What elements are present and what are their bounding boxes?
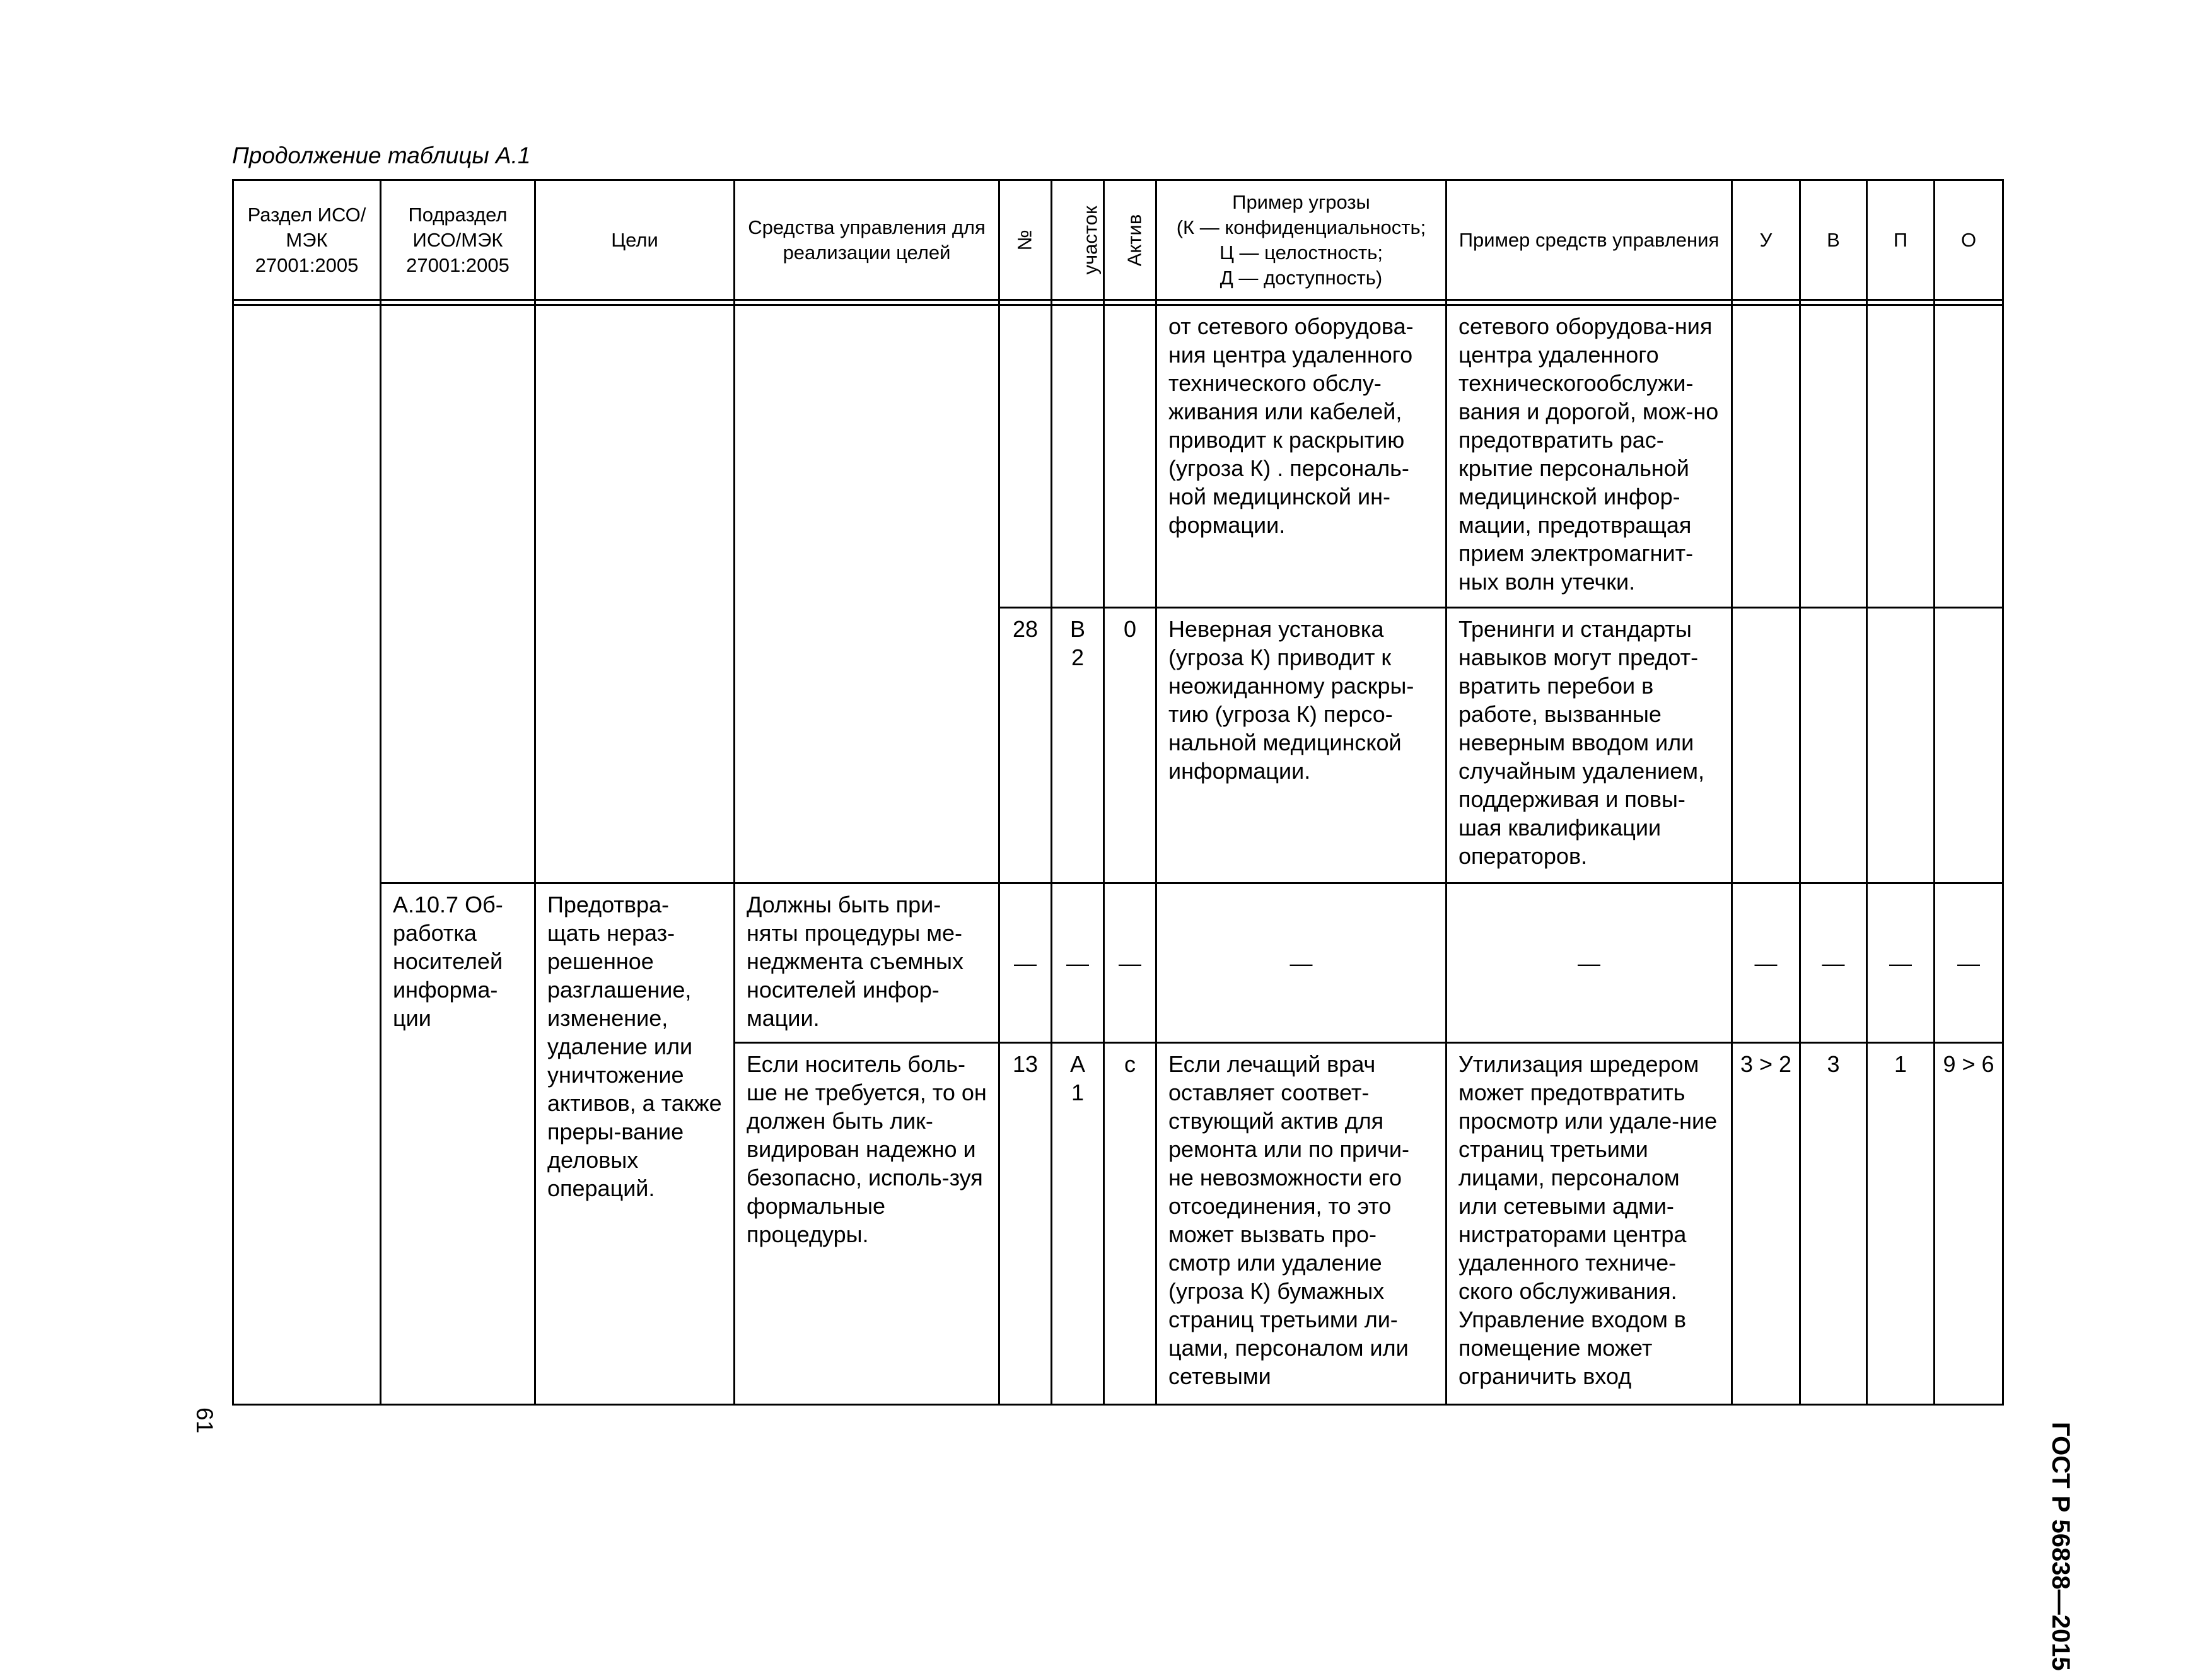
cell-v [1800,608,1867,883]
cell-o-dash: — [1935,883,2003,1043]
header-uchastok-text: участок [1079,205,1102,275]
cell-num-dash: — [999,883,1052,1043]
header-sredstva: Средства управления для реализации целей [735,180,999,300]
cell-num [999,305,1052,608]
cell-o: 9 > 6 [1935,1043,2003,1405]
cell-area [1052,305,1104,608]
table-row [233,883,2003,1043]
cell-control-dash: — [1447,883,1732,1043]
cell-control: Тренинги и стандарты навыков могут предот-вратить перебои в работе, вызванные неверным вводом или случайным удалением, поддерживая и повы-шая квалификации операторов. [1447,608,1732,883]
header-v: В [1800,180,1867,300]
header-separator [233,300,2003,305]
cell-threat: Если лечащий врач оставляет соответ-ствующий актив для ремонта или по причи-не невозможности его отсоединения, то это может вызвать про-смотр или удаление (угроза К) бумажных страниц третьими ли-цами, персоналом или сетевыми [1156,1043,1447,1405]
cell-p: 1 [1867,1043,1935,1405]
cell-area-dash: — [1052,883,1104,1043]
header-aktiv-text: Актив [1123,214,1146,266]
header-p: П [1867,180,1935,300]
document-standard-title: ГОСТ Р 56838—2015 [2047,1422,2075,1671]
page-number: 61 [192,1407,218,1434]
header-u: У [1732,180,1800,300]
cell-area: B2 [1052,608,1104,883]
cell-subsection: А.10.7 Об-работка носителей информа-ции [381,883,535,1405]
cell-p-dash: — [1867,883,1935,1043]
cell-asset: c [1104,1043,1156,1405]
cell-goal: Предотвра-щать нераз-решенное разглашение, изменение, удаление или уничтожение активов, а также преры-вание деловых операций. [535,883,735,1405]
header-aktiv [1104,180,1156,300]
cell-num: 13 [999,1043,1052,1405]
cell-num: 28 [999,608,1052,883]
header-celi: Цели [535,180,735,300]
cell-means: Должны быть при-няты процедуры ме-неджмента съемных носителей инфор-мации. [735,883,999,1043]
cell-u: 3 > 2 [1732,1043,1800,1405]
cell-p [1867,305,1935,608]
table-row [233,305,2003,608]
cell-asset-dash: — [1104,883,1156,1043]
cell-control: сетевого оборудова-ния центра удаленного техническогообслужи-вания и дорогой, мож-но предотвратить рас-крытие персональной медицинской инфор-мации, предотвращая прием электромагнит-ных волн утечки. [1447,305,1732,608]
cell-p [1867,608,1935,883]
cell-threat-dash: — [1156,883,1447,1043]
cell-means: Если носитель боль-ше не требуется, то он должен быть лик-видирован надежно и безопасно, исполь-зуя формальные процедуры. [735,1043,999,1405]
cell-v-dash: — [1800,883,1867,1043]
cell-o [1935,305,2003,608]
cell-goal [535,305,735,883]
cell-asset: 0 [1104,608,1156,883]
cell-area: A1 [1052,1043,1104,1405]
cell-v: 3 [1800,1043,1867,1405]
cell-podrazdel [381,305,535,883]
risk-table [232,179,2004,1406]
header-ugroza-line4: Д — доступность) [1220,266,1383,289]
cell-v [1800,305,1867,608]
cell-asset [1104,305,1156,608]
header-uchastok [1052,180,1104,300]
table-caption: Продолжение таблицы А.1 [232,143,531,168]
cell-razdel [233,305,381,1405]
cell-control: Утилизация шредером может предотвратить просмотр или удале-ние страниц третьими лицами, персоналом или сетевыми адми-нистраторами центра удаленного техниче-ского обслуживания. Управление входом в помещение может ограничить вход [1447,1043,1732,1405]
header-ugroza-line2: (К — конфиденциальность; [1176,216,1426,238]
header-ugroza [1156,180,1447,300]
header-num-text: № [1013,229,1036,251]
header-podrazdel: Подраздел ИСО/МЭК 27001:2005 [381,180,535,300]
header-primer-sredstv: Пример средств управления [1447,180,1732,300]
cell-threat: от сетевого оборудова-ния центра удаленного технического обслу-живания или кабелей, приводит к раскрытию (угроза К) . персональ-ной медицинской ин-формации. [1156,305,1447,608]
header-num [999,180,1052,300]
cell-o [1935,608,2003,883]
header-o: О [1935,180,2003,300]
cell-u [1732,305,1800,608]
header-row [233,180,2003,300]
header-ugroza-line3: Ц — целостность; [1220,241,1383,264]
cell-u-dash: — [1732,883,1800,1043]
cell-u [1732,608,1800,883]
cell-threat: Неверная установка (угроза К) приводит к неожиданному раскры-тию (угроза К) персо-нальной медицинской информации. [1156,608,1447,883]
header-ugroza-line1: Пример угрозы [1232,190,1370,213]
header-razdel: Раздел ИСО/МЭК 27001:2005 [233,180,381,300]
cell-means [735,305,999,883]
